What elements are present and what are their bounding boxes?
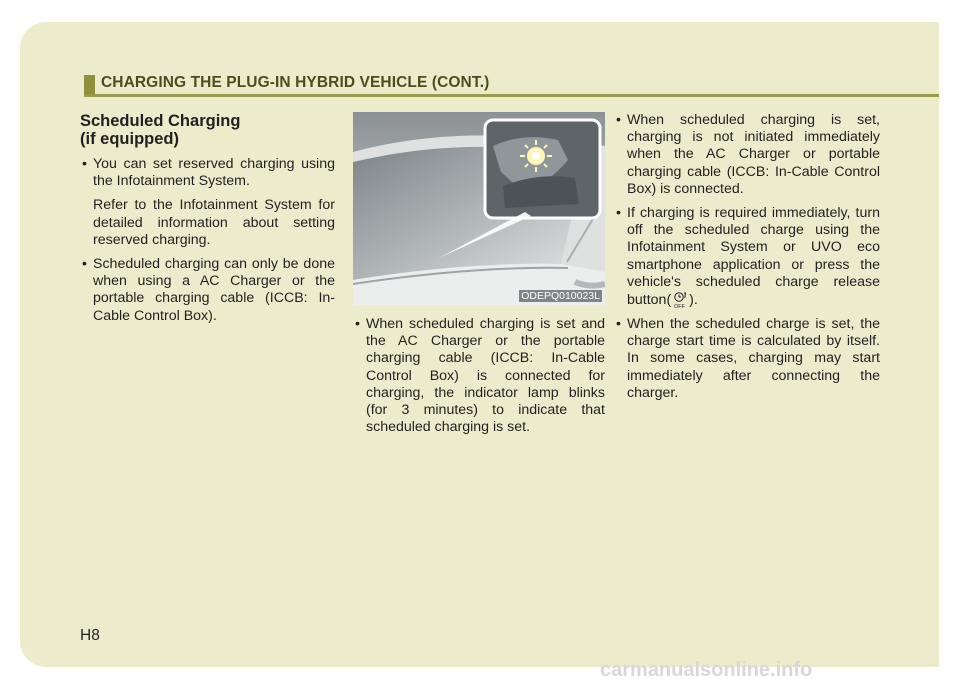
para-refer-infotainment: Refer to the Infotainment System for detailed information about setting reserved charging. (93, 197, 335, 248)
bullet-charge-immediately: • If charging is required immediately, turn off the scheduled charge using the Infotainment System or UVO eco smartphone application or press the vehicle's scheduled charge release button( OFF ). (614, 205, 880, 309)
watermark: carmanualsonline.info (600, 659, 813, 681)
column-1 (80, 112, 335, 332)
bullet-not-initiated: • When scheduled charging is set, charging is not initiated immediately when the AC Charger or portable charging cable (ICCB: In-Cable Control Box) is connected. (614, 112, 880, 198)
bullet-indicator-blinks: • When scheduled charging is set and the AC Charger or the portable charging cable (ICCB: In-Cable Control Box) is connected for charging, the indicator lamp blinks (for 3 minutes) to indicate that scheduled charging is set. (353, 316, 605, 436)
bullet-start-time-calculated: • When the scheduled charge is set, the charge start time is calculated by itself. In some cases, charging may start immediately after connecting the charger. (614, 316, 880, 402)
column-3 (614, 112, 880, 409)
scheduled-charge-release-icon (672, 291, 688, 309)
bullet-charger-only: • Scheduled charging can only be done when using a AC Charger or the portable charging cable (ICCB: In-Cable Control Box). (80, 256, 335, 325)
section-title: Scheduled Charging (if equipped) (80, 112, 241, 148)
bullet-set-reserved: • You can set reserved charging using the Infotainment System. (80, 156, 335, 190)
page-number: H8 (80, 627, 100, 644)
header-rule (84, 94, 939, 97)
windshield-illustration (353, 112, 605, 305)
svg-text:OFF: OFF (674, 304, 686, 310)
column-2 (353, 316, 605, 443)
figure-code: ODEPQ010023L (521, 290, 600, 302)
figure-windshield-indicator (353, 112, 605, 305)
header-title: CHARGING THE PLUG-IN HYBRID VEHICLE (CONT.) (101, 74, 490, 91)
